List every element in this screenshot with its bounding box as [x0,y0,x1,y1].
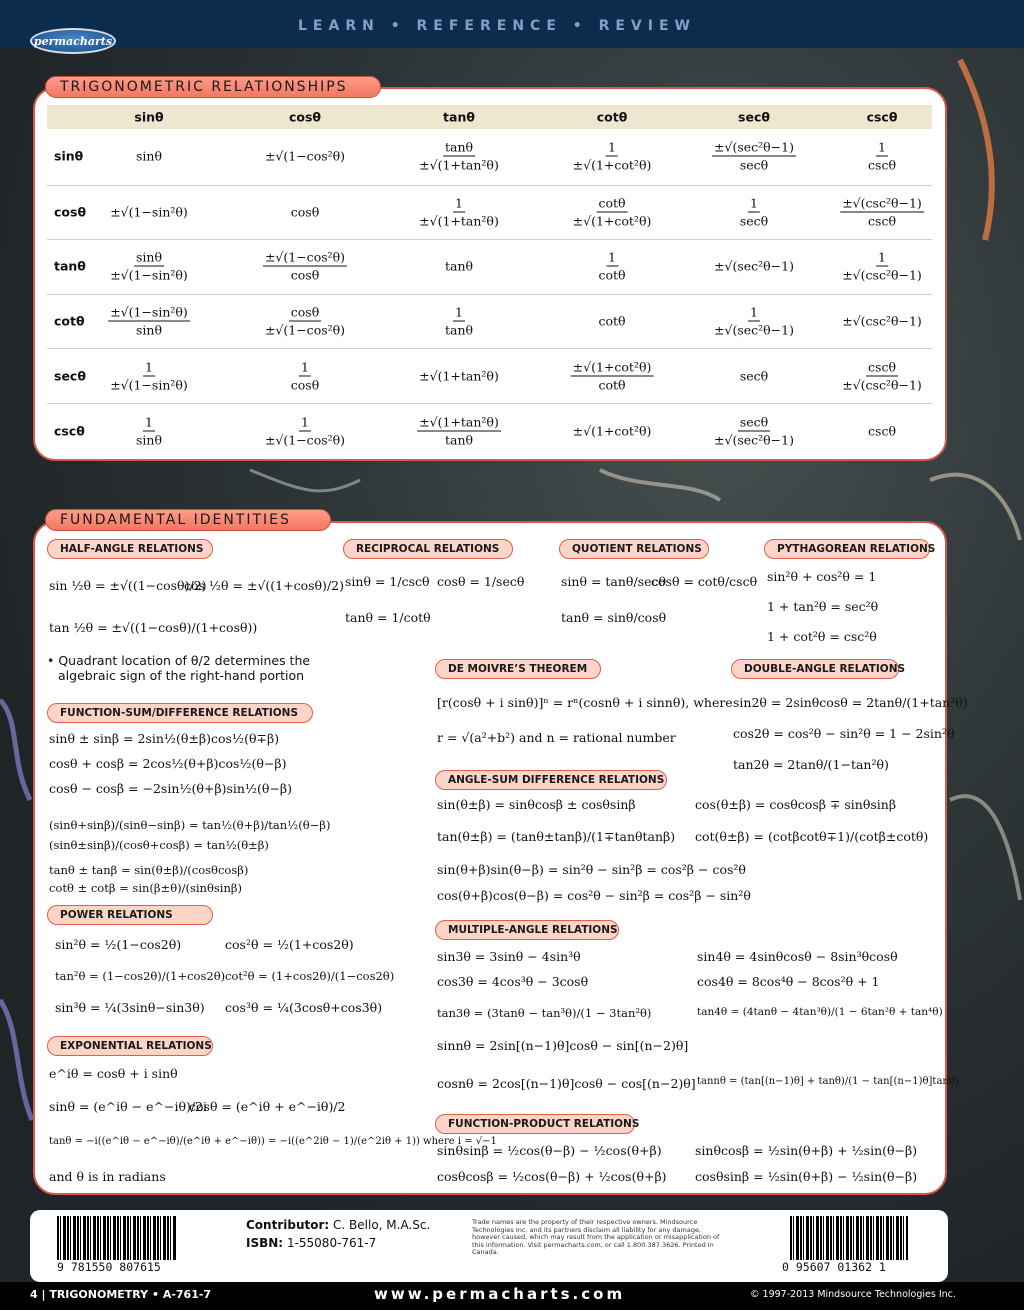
fraction [571,196,654,229]
angle-sum-6: cos(θ+β)cos(θ−β) = cos²θ − sin²β = cos²β − sin²θ [437,888,751,903]
trig-cell [263,305,347,338]
power-2: cos²θ = ½(1+cos2θ) [225,937,354,952]
sum-diff-5: (sinθ±sinβ)/(cosθ+cosβ) = tan½(θ±β) [49,838,269,852]
sum-diff-3: cosθ − cosβ = −2sin½(θ+β)sin½(θ−β) [49,781,293,796]
denominator: ±√(sec²θ−1) [714,322,794,338]
sum-difference-title: FUNCTION-SUM/DIFFERENCE RELATIONS [47,703,313,723]
angle-sum-title: ANGLE-SUM DIFFERENCE RELATIONS [435,770,667,790]
trig-cell [134,415,164,448]
multiple-angle-9: tannθ = (tan[(n−1)θ] + tanθ)/(1 − tan[(n−1)θ]tanθ) [697,1076,959,1087]
reciprocal-cos: cosθ = 1/secθ [437,574,525,589]
trig-cell [866,140,898,173]
fraction [712,415,796,448]
function-product-4: cosθsinβ = ½sin(θ+β) − ½sin(θ−β) [695,1169,918,1184]
trig-cell [712,140,796,173]
fraction [263,415,347,448]
numerator: tanθ [444,139,474,155]
trig-cell [263,415,347,448]
multiple-angle-5: tan3θ = (3tanθ − tan³θ)/(1 − 3tan²θ) [437,1006,652,1020]
fraction [263,250,347,283]
trig-row-divider [47,403,932,404]
isbn-label: ISBN: [246,1236,284,1250]
denominator: ±√(1+tan²θ) [419,213,499,229]
multiple-angle-6: tan4θ = (4tanθ − 4tan³θ)/(1 − 6tan²θ + tan⁴θ) [697,1006,943,1018]
fraction [108,250,190,283]
reciprocal-tan: tanθ = 1/cotθ [345,610,431,625]
denominator: ±√(csc²θ−1) [842,377,922,393]
fraction [866,140,898,173]
sum-diff-4: (sinθ+sinβ)/(sinθ−sinβ) = tan½(θ+β)/tan½(θ−β) [49,818,331,832]
trig-cell: sinθ [136,148,162,164]
trig-cell [108,250,190,283]
trig-cell [840,250,924,283]
numerator: ±√(csc²θ−1) [842,195,922,211]
numerator: cscθ [868,359,896,375]
pythagorean-3: 1 + cot²θ = csc²θ [767,629,877,644]
trig-cell: tanθ [444,258,474,274]
trig-cell: ±√(sec²θ−1) [714,258,794,274]
angle-sum-4: cot(θ±β) = (cotβcotθ∓1)/(cotβ±cotθ) [695,829,929,844]
denominator: sinθ [136,432,162,448]
denominator: cosθ [290,377,320,393]
trig-cell [108,360,190,393]
trig-cell [571,360,654,393]
fraction [108,305,190,338]
multiple-angle-title: MULTIPLE-ANGLE RELATIONS [435,920,619,940]
fraction [840,250,924,283]
exponential-4: tanθ = −i((e^iθ − e^−iθ)/(e^iθ + e^−iθ)) = −i((e^2iθ − 1)/(e^2iθ + 1)) where i = √−1 [49,1136,497,1147]
trig-relationships-title: TRIGONOMETRIC RELATIONSHIPS [45,76,381,98]
fraction [738,196,770,229]
multiple-angle-3: cos3θ = 4cos³θ − 3cosθ [437,974,589,989]
numerator: cotθ [598,195,626,211]
sum-diff-6: tanθ ± tanβ = sin(θ±β)/(cosθcosβ) [49,863,249,877]
numerator: 1 [455,304,463,320]
quotient-cos: cosθ = cotθ/cscθ [651,574,758,589]
permacharts-logo: permacharts [30,28,116,54]
trig-cell [263,250,347,283]
trig-row-divider [47,348,932,349]
trig-cell [571,196,654,229]
trig-cell: cosθ [290,204,320,220]
de-moivre-2: r = √(a²+b²) and n = rational number [437,730,676,745]
denominator: secθ [739,157,769,173]
trig-cell [712,415,796,448]
fundamental-identities-title: FUNDAMENTAL IDENTITIES [45,509,331,531]
power-4: cot²θ = (1+cos2θ)/(1−cos2θ) [225,969,395,983]
sum-diff-1: sinθ ± sinβ = 2sin½(θ±β)cos½(θ∓β) [49,731,280,746]
half-angle-note-1: • Quadrant location of θ/2 determines the [47,653,311,668]
denominator: tanθ [444,322,474,338]
trig-col-header: sinθ [134,109,164,125]
contributor-name: C. Bello, M.A.Sc. [333,1218,431,1232]
fraction [571,360,654,393]
denominator: cosθ [290,267,320,283]
function-product-1: sinθsinβ = ½cos(θ−β) − ½cos(θ+β) [437,1143,662,1158]
denominator: cscθ [868,157,896,173]
denominator: sinθ [136,322,162,338]
trig-cell [108,305,190,338]
fraction [263,305,347,338]
reciprocal-sin: sinθ = 1/cscθ [345,574,430,589]
multiple-angle-8: cosnθ = 2cos[(n−1)θ]cosθ − cos[(n−2)θ] [437,1076,696,1091]
exponential-3: cosθ = (e^iθ + e^−iθ)/2 [189,1099,346,1114]
sum-diff-7: cotθ ± cotβ = sin(β±θ)/(sinθsinβ) [49,881,242,895]
fraction [417,415,501,448]
power-3: tan²θ = (1−cos2θ)/(1+cos2θ) [55,969,226,983]
multiple-angle-4: cos4θ = 8cos⁴θ − 8cos²θ + 1 [697,974,880,989]
numerator: 1 [145,359,153,375]
denominator: ±√(1−sin²θ) [110,267,188,283]
isbn-barcode-digits: 9 781550 807615 [57,1260,161,1274]
trig-cell [571,140,654,173]
numerator: 1 [608,139,616,155]
numerator: ±√(1+cot²θ) [572,359,652,375]
numerator: 1 [750,304,758,320]
trig-cell [289,360,321,393]
copyright: © 1997-2013 Mindsource Technologies Inc. [750,1289,956,1300]
isbn-value: 1-55080-761-7 [286,1236,377,1250]
denominator: cscθ [868,213,896,229]
denominator: secθ [739,213,769,229]
trig-col-header: secθ [738,109,770,125]
numerator: ±√(1−sin²θ) [110,304,188,320]
half-angle-tan: tan ½θ = ±√((1−cosθ)/(1+cosθ)) [49,620,258,635]
de-moivre-title: DE MOIVRE’S THEOREM [435,659,601,679]
trig-cell: ±√(csc²θ−1) [842,313,922,329]
double-angle-tan: tan2θ = 2tanθ/(1−tan²θ) [733,757,889,772]
trig-row-label: secθ [54,368,86,384]
legal-notice: Trade names are the property of their respective owners. Mindsource Technologies Inc. and its partners disclaim all liability for any damage, however caused, which may result from the application or misapplication of this information. Visit permacharts.com, or call 1.800.387.3626. Printed in Canada. [472,1218,720,1256]
multiple-angle-2: sin4θ = 4sinθcosθ − 8sin³θcosθ [697,949,898,964]
denominator: ±√(csc²θ−1) [842,267,922,283]
trig-row-label: cscθ [54,423,85,439]
numerator: secθ [739,414,769,430]
quotient-title: QUOTIENT RELATIONS [559,539,709,559]
angle-sum-5: sin(θ+β)sin(θ−β) = sin²θ − sin²β = cos²β − cos²θ [437,862,746,877]
trig-col-header: cosθ [288,109,322,125]
trig-cell [417,140,501,173]
numerator: 1 [301,414,309,430]
numerator: 1 [608,249,616,265]
numerator: ±√(1+tan²θ) [419,414,499,430]
pythagorean-1: sin²θ + cos²θ = 1 [767,569,877,584]
numerator: 1 [878,249,886,265]
trig-cell [840,196,924,229]
numerator: ±√(sec²θ−1) [714,139,794,155]
pythagorean-2: 1 + tan²θ = sec²θ [767,599,879,614]
function-product-title: FUNCTION-PRODUCT RELATIONS [435,1114,635,1134]
trig-row-divider [47,185,932,186]
power-1: sin²θ = ½(1−cos2θ) [55,937,182,952]
power-title: POWER RELATIONS [47,905,213,925]
numerator: 1 [301,359,309,375]
trig-col-header: cotθ [596,109,628,125]
angle-sum-1: sin(θ±β) = sinθcosβ ± cosθsinβ [437,797,636,812]
trig-cell [712,305,796,338]
half-angle-note-2: algebraic sign of the right-hand portion [58,668,305,683]
multiple-angle-1: sin3θ = 3sinθ − 4sin³θ [437,949,581,964]
trig-cell [596,250,627,283]
fraction [443,305,475,338]
tagline: LEARN • REFERENCE • REVIEW [298,18,696,34]
upc-barcode [790,1216,908,1260]
fraction [108,360,190,393]
trig-cell [840,360,924,393]
trig-row-divider [47,294,932,295]
trig-cell [417,415,501,448]
trig-cell: ±√(1−sin²θ) [110,204,188,220]
pythagorean-title: PYTHAGOREAN RELATIONS [764,539,930,559]
denominator: ±√(1−cos²θ) [264,432,346,448]
fraction [289,360,321,393]
trig-row-divider [47,239,932,240]
website-url[interactable]: www.permacharts.com [374,1285,626,1303]
numerator: sinθ [136,249,162,265]
power-6: cos³θ = ¼(3cosθ+cos3θ) [225,1000,383,1015]
double-angle-sin: sin2θ = 2sinθcosθ = 2tanθ/(1+tan²θ) [733,695,968,710]
denominator: tanθ [444,432,474,448]
numerator: 1 [145,414,153,430]
fraction [417,140,501,173]
trig-cell: cscθ [868,423,896,439]
denominator: cotθ [598,267,626,283]
exponential-title: EXPONENTIAL RELATIONS [47,1036,213,1056]
fraction [840,196,924,229]
isbn-barcode [57,1216,177,1260]
fraction [134,415,164,448]
double-angle-cos: cos2θ = cos²θ − sin²θ = 1 − 2sin²θ [733,726,955,741]
trig-cell: ±√(1−cos²θ) [264,148,346,164]
half-angle-title: HALF-ANGLE RELATIONS [47,539,213,559]
trig-cell: ±√(1+cot²θ) [572,423,652,439]
numerator: 1 [750,195,758,211]
exponential-1: e^iθ = cosθ + i sinθ [49,1066,178,1081]
fraction [712,140,796,173]
trig-row-label: tanθ [54,258,86,274]
fraction [417,196,501,229]
trig-cell [417,196,501,229]
trig-cell: ±√(1+tan²θ) [419,368,499,384]
function-product-3: cosθcosβ = ½cos(θ−β) + ½cos(θ+β) [437,1169,667,1184]
power-5: sin³θ = ¼(3sinθ−sin3θ) [55,1000,205,1015]
denominator: ±√(1−cos²θ) [264,322,346,338]
fraction [571,140,654,173]
half-angle-cos: cos ½θ = ±√((1+cosθ)/2) [184,578,344,593]
denominator: ±√(1+tan²θ) [419,157,499,173]
page-label: 4 | TRIGONOMETRY • A-761-7 [30,1288,212,1301]
fraction [840,360,924,393]
denominator: ±√(sec²θ−1) [714,432,794,448]
bottom-bar [0,1282,1024,1310]
exponential-5: and θ is in radians [49,1169,166,1184]
trig-cell: cotθ [598,313,626,329]
denominator: ±√(1+cot²θ) [572,213,652,229]
denominator: ±√(1+cot²θ) [572,157,652,173]
numerator: 1 [878,139,886,155]
isbn-line [246,1236,376,1250]
trig-row-label: sinθ [54,148,84,164]
trig-col-header: cscθ [866,109,898,125]
upc-barcode-digits: 0 95607 01362 1 [782,1260,886,1274]
trig-cell [738,196,770,229]
angle-sum-3: tan(θ±β) = (tanθ±tanβ)/(1∓tanθtanβ) [437,829,676,844]
sum-diff-2: cosθ + cosβ = 2cos½(θ+β)cos½(θ−β) [49,756,287,771]
trig-row-label: cotθ [54,313,85,329]
numerator: 1 [455,195,463,211]
exponential-2: sinθ = (e^iθ − e^−iθ)/2i [49,1099,208,1114]
fraction [596,250,627,283]
angle-sum-2: cos(θ±β) = cosθcosβ ∓ sinθsinβ [695,797,897,812]
contributor-line [246,1218,430,1232]
fraction [712,305,796,338]
trig-cell [443,305,475,338]
de-moivre-1: [r(cosθ + i sinθ)]ⁿ = rⁿ(cosnθ + i sinnθ), where [437,695,733,710]
half-angle-sin: sin ½θ = ±√((1−cosθ)/2) [49,578,207,593]
trig-col-header: tanθ [443,109,475,125]
multiple-angle-7: sinnθ = 2sin[(n−1)θ]cosθ − sin[(n−2)θ] [437,1038,689,1053]
trig-table-header [47,105,932,129]
numerator: cosθ [290,304,320,320]
denominator: ±√(1−sin²θ) [110,377,188,393]
function-product-2: sinθcosβ = ½sin(θ+β) + ½sin(θ−β) [695,1143,918,1158]
contributor-label: Contributor: [246,1218,330,1232]
quotient-sin: sinθ = tanθ/secθ [561,574,667,589]
denominator: cotθ [598,377,626,393]
trig-cell: secθ [739,368,769,384]
reciprocal-title: RECIPROCAL RELATIONS [343,539,513,559]
trig-row-label: cosθ [54,204,87,220]
double-angle-title: DOUBLE-ANGLE RELATIONS [731,659,899,679]
quotient-tan: tanθ = sinθ/cosθ [561,610,667,625]
numerator: ±√(1−cos²θ) [264,249,346,265]
